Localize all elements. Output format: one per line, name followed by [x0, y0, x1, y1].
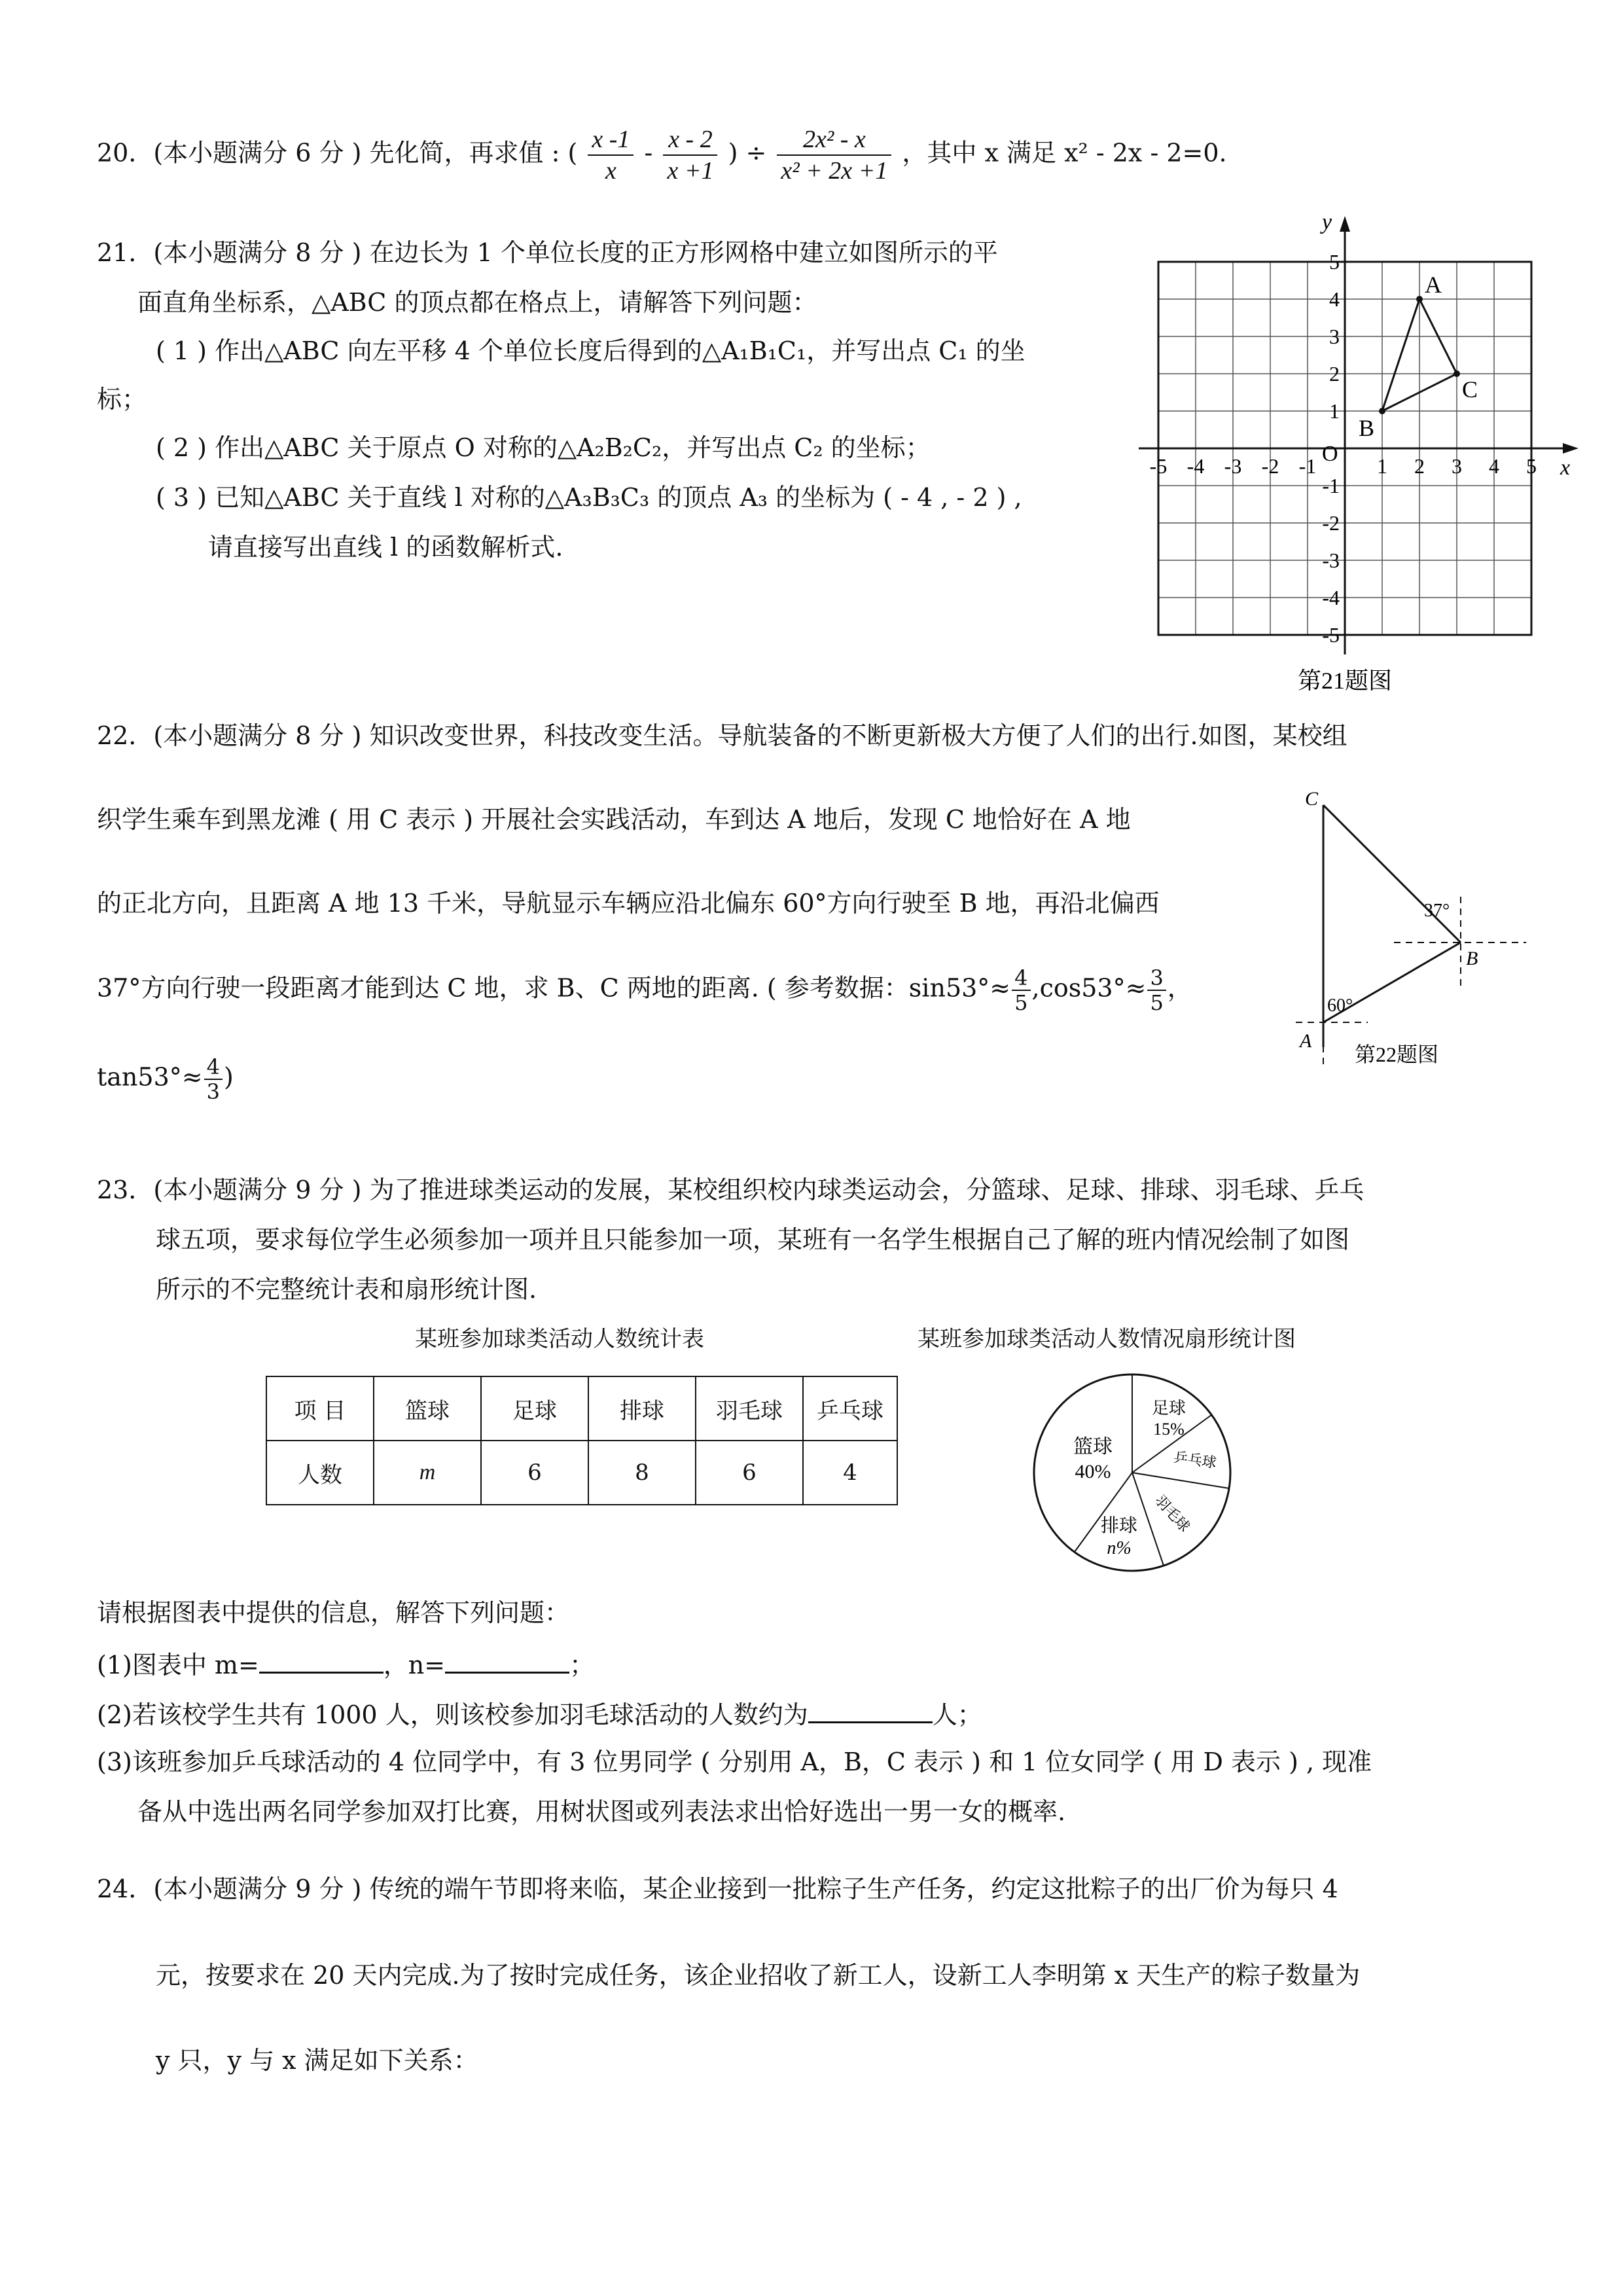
- line-cb: [1323, 805, 1461, 942]
- q23-line-1: 23．(本小题满分 9 分 ) 为了推进球类运动的发展，某校组织校内球类运动会，分篮球、足球、排球、羽毛球、乒乓: [97, 1175, 1364, 1204]
- q22-line-4-a: 37°方向行驶一段距离才能到达 C 地，求 B、C 两地的距离. ( 参考数据：sin53°≈: [97, 973, 1011, 1003]
- table-header-cell: 项 目: [266, 1376, 374, 1441]
- y-tick-label: -3: [1322, 548, 1340, 572]
- x-tick-label: -3: [1224, 454, 1242, 478]
- point-c-label: C: [1305, 788, 1319, 810]
- vertex-label: A: [1425, 272, 1442, 298]
- q20-label: 20．(本小题满分 6 分 ) 先化简，再求值 : (: [97, 138, 578, 168]
- table-row: [266, 1441, 897, 1505]
- q22-sin-num: 4: [1012, 966, 1030, 991]
- q21-line-5: ( 2 ) 作出△ABC 关于原点 O 对称的△A₂B₂C₂，并写出点 C₂ 的坐标；: [156, 433, 931, 462]
- table-header-row: [266, 1376, 897, 1441]
- point-a-label: A: [1300, 1030, 1312, 1052]
- q22-line-5-b: ): [223, 1062, 234, 1092]
- table-cell: 人数: [266, 1441, 374, 1505]
- x-tick-label: -2: [1261, 454, 1279, 478]
- x-tick-label: -1: [1298, 454, 1317, 478]
- q20-line: [97, 124, 1227, 186]
- origin-label: O: [1322, 442, 1338, 466]
- x-tick-label: 2: [1414, 454, 1425, 478]
- table-header-cell: 足球: [481, 1376, 588, 1441]
- y-axis-label: y: [1322, 210, 1332, 234]
- x-tick-label: 1: [1377, 454, 1387, 478]
- pie-label-basketball-pct: 40%: [1075, 1461, 1111, 1482]
- answer-blank-m[interactable]: [259, 1647, 383, 1674]
- pie-divider: [1132, 1473, 1229, 1488]
- q24-line-1: 24．(本小题满分 9 分 ) 传统的端午节即将来临，某企业接到一批粽子生产任务，约定这批粽子的出厂价为每只 4: [97, 1874, 1338, 1903]
- q22-cos-num: 3: [1147, 966, 1166, 991]
- q20-fraction-2-denominator: x +1: [667, 157, 714, 185]
- triangle-points: [1359, 272, 1478, 441]
- q20-divide: ) ÷: [728, 138, 767, 168]
- q22-sin-den: 5: [1014, 990, 1028, 1015]
- x-axis-arrow-icon: [1563, 443, 1578, 454]
- y-tick-label: -1: [1322, 474, 1340, 497]
- q23-part-1-a: (1)图表中 m=: [97, 1651, 259, 1679]
- q21-coordinate-grid: [1139, 209, 1584, 707]
- q23-part-1-b: ，n=: [383, 1651, 446, 1679]
- q21-line-4: 标；: [97, 385, 147, 414]
- q23-part-1-c: ；: [569, 1651, 595, 1679]
- table-cell: 4: [803, 1441, 897, 1505]
- q24-line-3: y 只，y 与 x 满足如下关系：: [156, 2046, 478, 2075]
- q23-prompt: 请根据图表中提供的信息，解答下列问题：: [97, 1598, 570, 1627]
- pie-label-football: 足球: [1151, 1399, 1186, 1418]
- q20-minus: -: [644, 138, 653, 168]
- q20-fraction-2: [663, 124, 717, 186]
- q20-fraction-3-numerator: 2x² - x: [777, 124, 891, 156]
- y-tick-label: -5: [1322, 623, 1340, 647]
- q23-part-3-a: (3)该班参加乒乓球活动的 4 位同学中，有 3 位男同学 ( 分别用 A，B，C 表示 ) 和 1 位女同学 ( 用 D 表示 ) , 现准: [97, 1748, 1372, 1776]
- q22-line-5: [97, 1055, 234, 1103]
- q22-cos-fraction: [1147, 966, 1166, 1014]
- y-tick-label: -4: [1322, 586, 1340, 609]
- q20-tail: ，其中 x 满足 x² - 2x - 2=0.: [902, 138, 1227, 168]
- y-tick-label: 2: [1329, 362, 1340, 386]
- y-tick-label: 5: [1329, 250, 1340, 274]
- q22-line-4-b: ,cos53°≈: [1031, 973, 1147, 1003]
- x-tick-label: 3: [1452, 454, 1462, 478]
- q20-fraction-2-numerator: x - 2: [663, 124, 717, 156]
- q23-part-3-b: 备从中选出两名同学参加双打比赛，用树状图或列表法求出恰好选出一男一女的概率.: [137, 1797, 1066, 1826]
- table-header-cell: 乒乓球: [803, 1376, 897, 1441]
- table-cell: 6: [696, 1441, 803, 1505]
- q23-part-2-a: (2)若该校学生共有 1000 人，则该校参加羽毛球活动的人数约为: [97, 1700, 808, 1729]
- point-b-label: B: [1466, 948, 1478, 969]
- q21-line-6: ( 3 ) 已知△ABC 关于直线 l 对称的△A₃B₃C₃ 的顶点 A₃ 的坐标为 ( - 4 , - 2 ) ,: [156, 483, 1022, 512]
- y-tick-label: 1: [1329, 399, 1340, 423]
- q21-line-7: 请直接写出直线 l 的函数解析式.: [208, 533, 563, 562]
- table-cell: 6: [481, 1441, 588, 1505]
- q22-figure: [1283, 785, 1538, 1073]
- q22-sin-fraction: [1012, 966, 1030, 1014]
- y-tick-label: -2: [1322, 511, 1340, 535]
- y-tick-label: 3: [1329, 325, 1340, 348]
- x-axis-label: x: [1560, 456, 1571, 480]
- table-header-cell: 篮球: [374, 1376, 481, 1441]
- x-tick-label: 5: [1526, 454, 1537, 478]
- q20-fraction-1: [588, 124, 633, 186]
- x-tick-label: 4: [1489, 454, 1499, 478]
- q23-table-title: 某班参加球类活动人数统计表: [415, 1326, 704, 1352]
- q21-line-2: 面直角坐标系，△ABC 的顶点都在格点上，请解答下列问题：: [137, 288, 817, 317]
- table-header-cell: 羽毛球: [696, 1376, 803, 1441]
- q22-tan-num: 4: [204, 1055, 223, 1080]
- q23-pie-title: 某班参加球类活动人数情况扇形统计图: [918, 1326, 1296, 1352]
- vertex-point: [1379, 408, 1385, 414]
- q20-fraction-3: [777, 124, 891, 186]
- answer-blank-n[interactable]: [445, 1647, 569, 1674]
- table-cell: 8: [588, 1441, 696, 1505]
- table-header-cell: 排球: [588, 1376, 696, 1441]
- pie-label-volleyball-pct: n%: [1107, 1538, 1132, 1558]
- q22-tan-fraction: [204, 1055, 223, 1103]
- vertex-point: [1454, 370, 1460, 377]
- q23-line-2: 球五项，要求每位学生必须参加一项并且只能参加一项，某班有一名学生根据自己了解的班内情况绘制了如图: [156, 1225, 1350, 1254]
- pie-label-basketball: 篮球: [1073, 1436, 1113, 1458]
- pie-label-pingpong: 乒乓球: [1172, 1448, 1218, 1471]
- vertex-label: B: [1359, 415, 1375, 441]
- q20-fraction-3-denominator: x² + 2x +1: [781, 157, 888, 185]
- q24-line-2: 元，按要求在 20 天内完成.为了按时完成任务，该企业招收了新工人，设新工人李明第 x 天生产的粽子数量为: [156, 1961, 1361, 1990]
- pie-label-volleyball: 排球: [1100, 1516, 1138, 1536]
- q20-fraction-1-numerator: x -1: [588, 124, 633, 156]
- q22-line-1: 22．(本小题满分 8 分 ) 知识改变世界，科技改变生活。导航装备的不断更新极大方便了人们的出行.如图，某校组: [97, 721, 1347, 750]
- y-tick-label: 4: [1329, 287, 1340, 311]
- pie-label-badminton: 羽毛球: [1152, 1492, 1194, 1535]
- vertex-label: C: [1462, 376, 1478, 403]
- angle-60-label: 60°: [1327, 996, 1353, 1016]
- q22-line-4-c: ，: [1167, 973, 1192, 1003]
- x-tick-label: -5: [1149, 454, 1168, 478]
- q21-figure-caption: 第21题图: [1297, 668, 1393, 694]
- q21-line-1: 21．(本小题满分 8 分 ) 在边长为 1 个单位长度的正方形网格中建立如图所示的平: [97, 238, 998, 267]
- q22-line-2: 织学生乘车到黑龙滩 ( 用 C 表示 ) 开展社会实践活动，车到达 A 地后，发现 C 地恰好在 A 地: [97, 805, 1131, 834]
- q23-stat-table: [266, 1376, 898, 1505]
- q22-line-4: [97, 966, 1192, 1014]
- angle-37-label: 37°: [1424, 901, 1450, 921]
- q23-part-2: [97, 1696, 982, 1731]
- q22-tan-den: 3: [206, 1079, 220, 1104]
- q22-line-3: 的正北方向，且距离 A 地 13 千米，导航显示车辆应沿北偏东 60°方向行驶至 B 地，再沿北偏西: [97, 889, 1160, 918]
- answer-blank-badminton[interactable]: [808, 1696, 933, 1723]
- vertex-point: [1416, 296, 1423, 302]
- q23-part-1: [97, 1647, 594, 1681]
- q23-pie-chart: [1021, 1361, 1243, 1584]
- q23-line-3: 所示的不完整统计表和扇形统计图.: [156, 1275, 537, 1304]
- q20-fraction-1-denominator: x: [605, 157, 616, 185]
- q22-cos-den: 5: [1150, 990, 1164, 1015]
- x-tick-label: -4: [1186, 454, 1205, 478]
- y-axis-arrow-icon: [1340, 216, 1350, 232]
- table-cell: m: [374, 1441, 481, 1505]
- q22-figure-caption: 第22题图: [1355, 1043, 1439, 1066]
- q23-part-2-b: 人；: [932, 1700, 982, 1729]
- pie-label-football-pct: 15%: [1153, 1420, 1185, 1439]
- q22-line-5-a: tan53°≈: [97, 1062, 203, 1092]
- q21-line-3: ( 1 ) 作出△ABC 向左平移 4 个单位长度后得到的△A₁B₁C₁，并写出点 C₁ 的坐: [156, 336, 1026, 365]
